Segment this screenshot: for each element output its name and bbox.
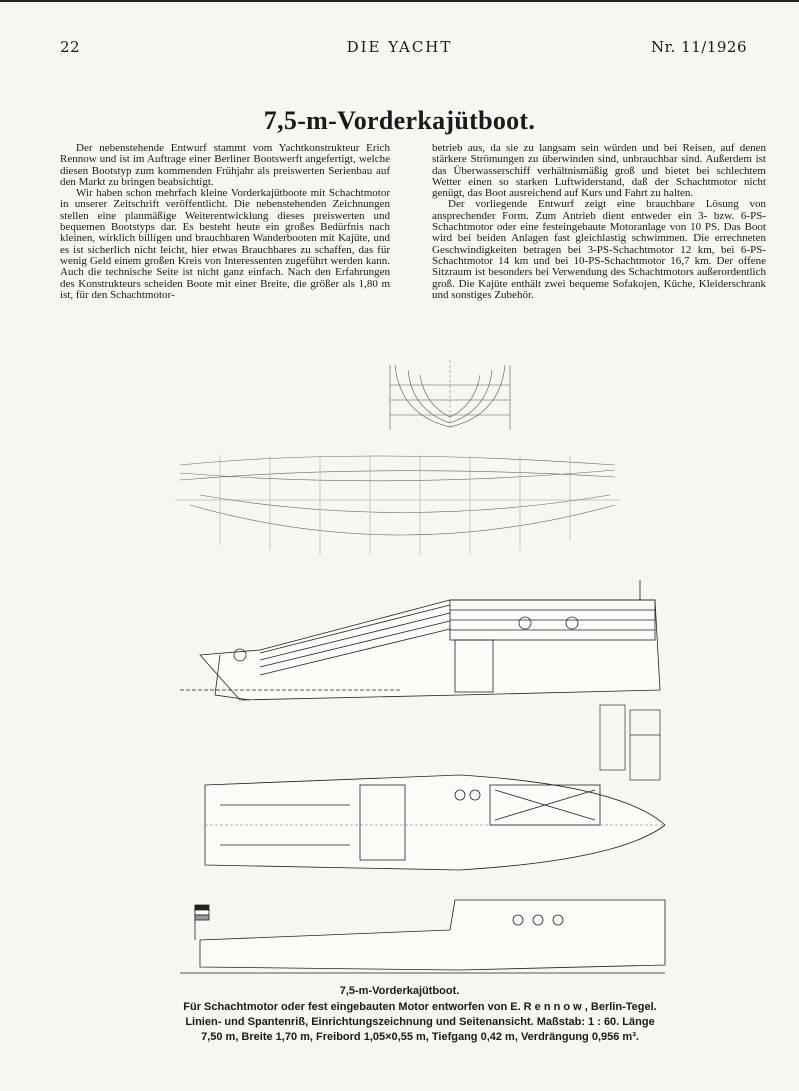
deck-plan-drawing	[205, 775, 665, 870]
side-elevation-drawing	[180, 900, 665, 973]
paragraph: Der nebenstehende Entwurf stammt vom Yachtkonstrukteur Erich Rennow und ist im Auftrage einer Berliner Bootswerft angefertigt, welche diesen Bootstyp zum kommenden Frühjahr als preiswerten Serienbau auf den Markt zu bringen beabsichtigt.	[60, 142, 390, 188]
article-title: 7,5-m-Vorderkajütboot.	[263, 106, 536, 135]
paragraph: betrieb aus, da sie zu langsam sein würden und bei Reisen, auf denen stärkere Strömungen zu überwinden sind, unbrauchbar sind. Außerdem ist das Überwasserschiff verhältnismäßig groß und bietet bei schlechtem Wetter einen so starken Luftwiderstand, daß der Schachtmotor nicht genügt, das Boot ausreichend auf Kurs und Fahrt zu halten.	[432, 142, 766, 200]
paragraph: Wir haben schon mehrfach kleine Vorderkajütboote mit Schachtmotor in unserer Zeitschrift veröffentlicht. Die nebenstehenden Zeichnungen stellen eine planmäßige Weiterentwicklung dieses preiswerten und bequemen Bootstyps dar. Es besteht heute ein großes Bedürfnis nach kleinen, wirklich billigen und brauchbaren Wanderbooten mit Kajüte, und es ist sicherlich nicht leicht, hier etwas Brauchbares zu schaffen, das für wenig Geld einem großen Kreis von Interessenten zugeführt werden kann. Auch die technische Seite ist nicht ganz einfach. Nach den Erfahrungen des Konstrukteurs scheiden Boote mit einer Breite, die größer als 1,80 m ist, für den Schachtmotor-	[60, 187, 390, 301]
profile-section-drawing	[180, 580, 660, 700]
paragraph: Der vorliegende Entwurf zeigt eine brauchbare Lösung von ansprechender Form. Zum Antrieb dient entweder ein 3- bzw. 6-PS-Schachtmotor oder eine festeingebaute Motoranlage von 10 PS. Das Boot wird bei beiden Anlagen fast gleichlastig schwimmen. Die errechneten Geschwindigkeiten betragen bei 3-PS-Schachtmotor 12 km, bei 6-PS-Schachtmotor 14 km und bei 10-PS-Schachtmotor 16,7 km. Der offene Sitzraum ist besonders bei Verwendung des Schachtmotors außerordentlich groß. Die Kajüte enthält zwei bequeme Sofakojen, Küche, Kleiderschrank und sonstiges Zubehör.	[432, 198, 766, 301]
page-top-rule	[0, 0, 799, 2]
lines-plan-drawing	[175, 455, 620, 555]
figure-caption-line: 7,50 m, Breite 1,70 m, Freibord 1,05×0,55 m, Tiefgang 0,42 m, Verdrängung 0,956 m³.	[201, 1031, 639, 1043]
issue-number: Nr. 11/1926	[651, 38, 747, 56]
body-plan-drawing	[390, 360, 510, 430]
detail-section-drawing	[600, 705, 660, 780]
article-column-left	[60, 143, 390, 301]
page-number: 22	[60, 38, 81, 56]
running-title: DIE YACHT	[346, 38, 453, 56]
boat-drawings	[160, 355, 680, 985]
figure-caption-line: Linien- und Spantenriß, Einrichtungszeichnung und Seitenansicht. Maßstab: 1 : 60. Länge	[185, 1016, 655, 1028]
figure-caption-line: Für Schachtmotor oder fest eingebauten Motor entworfen von E. R e n n o w , Berlin-Tegel.	[183, 1001, 657, 1013]
figure-caption-title: 7,5-m-Vorderkajütboot.	[339, 985, 460, 997]
article-column-right	[432, 143, 766, 301]
